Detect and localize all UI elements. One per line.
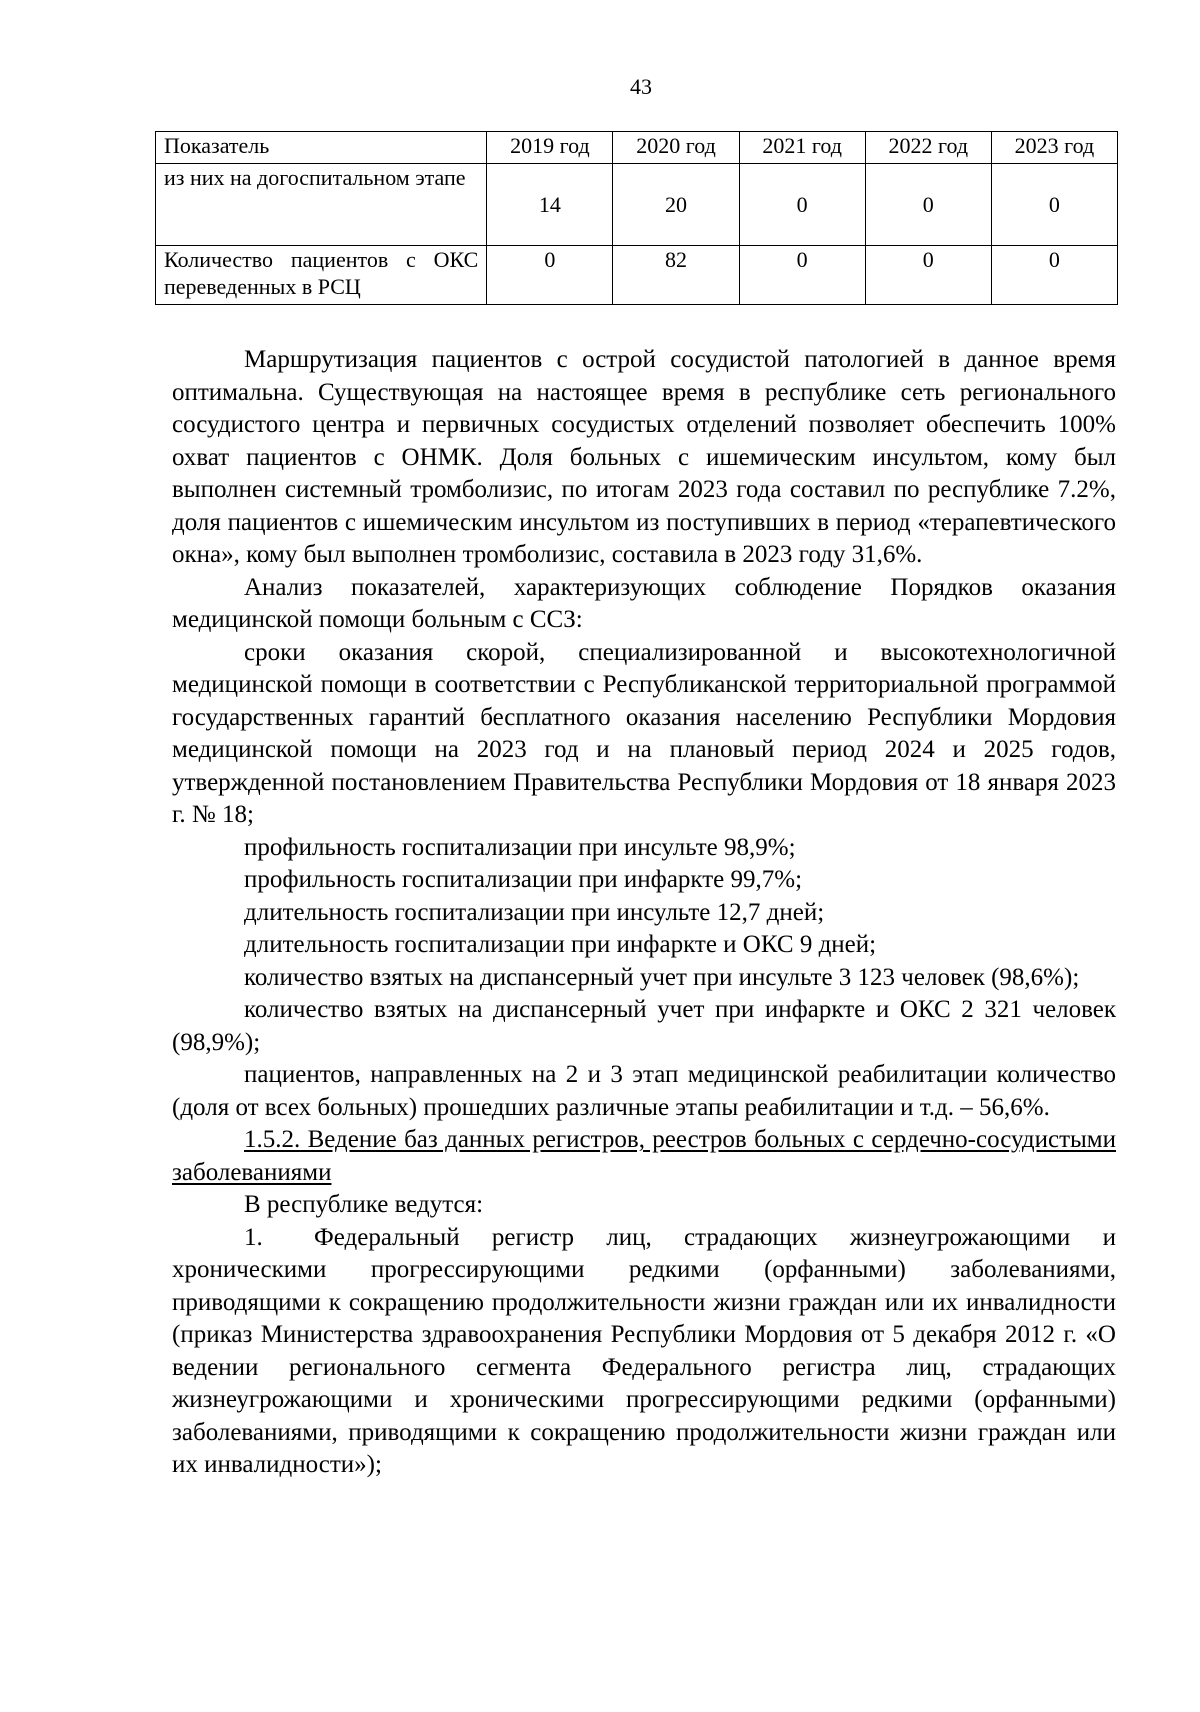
table-cell: 0 (865, 164, 991, 246)
table-cell: 0 (739, 164, 865, 246)
table-row (156, 246, 1118, 305)
paragraph: Маршрутизация пациентов с острой сосудистой патологией в данное время оптимальна. Существующая на настоящее время в республике сеть регионального сосудистого центра и первичных сосудистых отделений позволяет обеспечить 100% охват пациентов с ОНМК. Доля больных с ишемическим инсультом, кому был выполнен системный тромболизис, по итогам 2023 года составил по республике 7.2%, доля пациентов с ишемическим инсультом из поступивших в период «терапевтического окна», кому был выполнен тромболизис, составила в 2023 году 31,6%. (172, 346, 1116, 568)
list-item (172, 1222, 1116, 1482)
list-item-number: 1. (244, 1223, 263, 1251)
paragraph: В республике ведутся: (244, 1191, 484, 1218)
table-cell: 0 (865, 246, 991, 305)
table-header-cell: 2023 год (991, 132, 1117, 164)
paragraph: длительность госпитализации при инсульте 12,7 дней; (244, 898, 825, 926)
page-number: 43 (630, 74, 652, 99)
paragraph: профильность госпитализации при инсульте 98,9%; (244, 833, 796, 861)
table-header-cell: 2022 год (865, 132, 991, 164)
paragraph: количество взятых на диспансерный учет при инсульте 3 123 человек (98,6%); (244, 963, 1080, 991)
table-header-cell: 2021 год (739, 132, 865, 164)
table-cell: 0 (739, 246, 865, 305)
paragraph: количество взятых на диспансерный учет при инфаркте и ОКС 2 321 человек (98,9%); (172, 996, 1116, 1056)
document-body (172, 344, 1116, 1482)
table-header-cell: 2020 год (613, 132, 739, 164)
paragraph: длительность госпитализации при инфаркте и ОКС 9 дней; (244, 931, 877, 958)
table-cell: 0 (991, 164, 1117, 246)
paragraph: Анализ показателей, характеризующих соблюдение Порядков оказания медицинской помощи больным с ССЗ: (172, 573, 1116, 633)
table-row (156, 164, 1118, 246)
table-header-row (156, 132, 1118, 164)
paragraph: сроки оказания скорой, специализированной и высокотехнологичной медицинской помощи в соответствии с Республиканской территориальной программой государственных гарантий бесплатного оказания населению Республики Мордовия медицинской помощи на 2023 год и на плановый период 2024 и 2025 годов, утвержденной постановлением Правительства Республики Мордовия от 18 января 2023 г. № 18; (172, 638, 1116, 828)
table-header-cell: 2019 год (487, 132, 613, 164)
table-cell: 0 (487, 246, 613, 305)
paragraph: пациентов, направленных на 2 и 3 этап медицинской реабилитации количество (доля от всех больных) прошедших различные этапы реабилитации и т.д. – 56,6%. (172, 1061, 1116, 1121)
table-cell: 0 (991, 246, 1117, 305)
list-item-text: Федеральный регистр лиц, страдающих жизнеугрожающими и хроническими прогрессирующими редкими (орфанными) заболеваниями, приводящими к сокращению продолжительности жизни граждан или их инвалидности (приказ Министерства здравоохранения Республики Мордовия от 5 декабря 2012 г. «О ведении регионального сегмента Федерального регистра лиц, страдающих жизнеугрожающими и хроническими прогрессирующими редкими (орфанными) заболеваниями, приводящими к сокращению продолжительности жизни граждан или их инвалидности»); (172, 1223, 1116, 1478)
table-header-cell: Показатель (156, 132, 487, 164)
section-heading: 1.5.2. Ведение баз данных регистров, реестров больных с сердечно-сосудистыми заболеваниями (172, 1126, 1116, 1186)
table-row-label: Количество пациентов с ОКС переведенных в РСЦ (156, 246, 487, 305)
table-cell: 14 (487, 164, 613, 246)
table-cell: 82 (613, 246, 739, 305)
table-row-label: из них на догоспитальном этапе (156, 164, 487, 246)
indicators-table (155, 131, 1118, 305)
table-cell: 20 (613, 164, 739, 246)
paragraph: профильность госпитализации при инфаркте 99,7%; (244, 866, 803, 893)
